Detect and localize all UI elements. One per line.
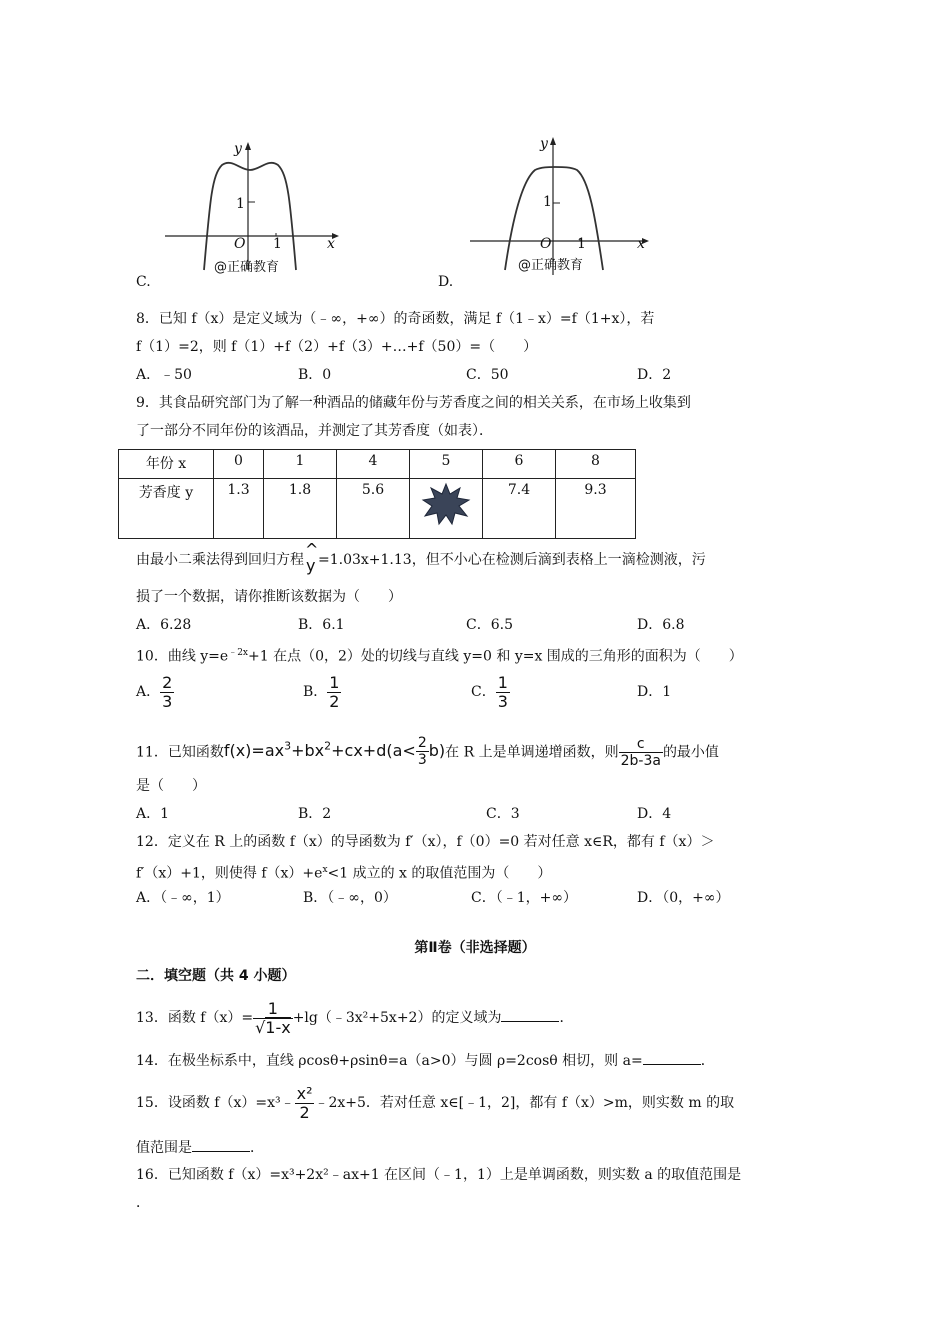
q8-option-b: B．0 bbox=[298, 367, 332, 383]
q12-exponent: x bbox=[322, 865, 328, 875]
q9-line3 bbox=[136, 540, 706, 575]
q11-pre: 11．已知函数 bbox=[136, 744, 224, 761]
table-cell: 1.3 bbox=[214, 479, 264, 539]
table-cell: 1 bbox=[264, 450, 337, 479]
q11-option-c: C．3 bbox=[486, 806, 520, 822]
numerator: 1 bbox=[329, 672, 340, 692]
q12-option-a: A．（﹣∞，1） bbox=[136, 890, 230, 906]
q15-line2-text: 值范围是 bbox=[136, 1140, 192, 1156]
table-cell: 7.4 bbox=[483, 479, 556, 539]
table-row bbox=[119, 479, 636, 539]
table-cell: 9.3 bbox=[556, 479, 636, 539]
q11-option-a: A．1 bbox=[136, 806, 170, 822]
denominator: 3 bbox=[497, 691, 508, 711]
q11-line1 bbox=[136, 727, 719, 772]
table-row bbox=[119, 450, 636, 479]
q10-option-c-fraction bbox=[496, 674, 510, 711]
q12-line1: 12．定义在 R 上的函数 f（x）的导函数为 f′（x），f（0）=0 若对任意 x∈R，都有 f（x）＞ bbox=[136, 834, 715, 850]
q12-line2 bbox=[136, 860, 551, 884]
q15-line2 bbox=[136, 1137, 264, 1158]
q11-f4: b) bbox=[428, 741, 446, 761]
graph-c-tick-x: 1 bbox=[273, 236, 282, 252]
table-cell: 8 bbox=[556, 450, 636, 479]
q11-post: 的最小值 bbox=[662, 744, 719, 761]
q15-line1 bbox=[136, 1083, 734, 1123]
q15-pre: 15．设函数 f（x）=x³﹣ bbox=[136, 1095, 295, 1111]
table-cell: 5 bbox=[410, 450, 483, 479]
q11-fraction-1 bbox=[416, 735, 429, 768]
q12-option-d: D．（0，+∞） bbox=[637, 890, 730, 906]
smudged-cell bbox=[410, 479, 483, 539]
ink-blot-icon bbox=[421, 482, 471, 526]
q12-line2-post: <1 成立的 x 的取值范围为（ ） bbox=[327, 865, 552, 882]
q11-mid: 在 R 上是单调递增函数，则 bbox=[445, 744, 619, 761]
numerator: 1 bbox=[497, 672, 508, 692]
q10-option-c bbox=[471, 672, 510, 712]
denominator: 3 bbox=[417, 752, 427, 769]
q10-line1 bbox=[136, 643, 743, 667]
q9-option-b: B．6.1 bbox=[298, 617, 345, 633]
hat-symbol: ^ bbox=[305, 540, 319, 559]
table-cell: 芳香度 y bbox=[119, 479, 214, 539]
q10-option-d: D．1 bbox=[637, 684, 672, 700]
q11-f1: f(x)=ax bbox=[223, 741, 285, 761]
numerator: c bbox=[619, 736, 663, 753]
numerator: 2 bbox=[162, 672, 173, 692]
q9-line2: 了一部分不同年份的该酒品，并测定了其芳香度（如表）． bbox=[136, 423, 493, 439]
denominator: 2 bbox=[329, 691, 340, 711]
q12-line2-pre: f′（x）+1，则使得 f（x）+e bbox=[136, 865, 323, 882]
q12-option-c: C．（﹣1，+∞） bbox=[471, 890, 578, 906]
graph-d-x-label: x bbox=[637, 236, 645, 252]
answer-blank[interactable] bbox=[643, 1050, 701, 1065]
q11-function bbox=[223, 735, 446, 769]
graph-d-y-label: y bbox=[540, 136, 548, 152]
q11-line2: 是（ ） bbox=[136, 778, 206, 794]
graph-c-option: C. bbox=[136, 274, 151, 290]
numerator: 1 bbox=[253, 1000, 293, 1019]
q11-e2: 2 bbox=[324, 740, 332, 753]
graph-c-y-label: y bbox=[234, 141, 242, 157]
q13-line bbox=[136, 998, 573, 1038]
denominator: 2 bbox=[299, 1102, 310, 1122]
graph-d-tick-x: 1 bbox=[577, 236, 586, 252]
q11-option-d: D．4 bbox=[637, 806, 672, 822]
graph-d-option: D. bbox=[438, 274, 454, 290]
q10-option-c-label: C． bbox=[471, 684, 496, 700]
radicand: 1-x bbox=[265, 1017, 291, 1037]
q9-line1: 9．其食品研究部门为了解一种酒品的储藏年份与芳香度之间的相关关系，在市场上收集到 bbox=[136, 395, 691, 411]
q9-line4: 损了一个数据，请你推断该数据为（ ） bbox=[136, 589, 402, 605]
denominator: √1-x bbox=[255, 1017, 291, 1037]
q14-text: 14．在极坐标系中，直线 ρcosθ+ρsinθ=a（a>0）与圆 ρ=2cosθ 相切，则 a= bbox=[136, 1053, 643, 1069]
q10-option-b-fraction bbox=[327, 674, 341, 711]
graph-c-origin: O bbox=[234, 236, 246, 252]
graph-d-origin: O bbox=[540, 236, 552, 252]
q8-option-c: C．50 bbox=[466, 367, 509, 383]
q14-end: ． bbox=[700, 1053, 715, 1069]
table-cell: 5.6 bbox=[337, 479, 410, 539]
q16-line2: ． bbox=[136, 1195, 150, 1211]
graph-d-tick-y: 1 bbox=[543, 194, 552, 210]
q8-line2: f（1）=2，则 f（1）+f（2）+f（3）+…+f（50）=（ ） bbox=[136, 339, 538, 355]
q13-end: ． bbox=[559, 1010, 574, 1026]
q8-option-d: D．2 bbox=[637, 367, 672, 383]
q11-option-b: B．2 bbox=[298, 806, 332, 822]
graph-c-watermark: @正确教育 bbox=[214, 260, 280, 275]
q12-option-b: B．（﹣∞，0） bbox=[303, 890, 397, 906]
q10-pre: 10．曲线 y=e bbox=[136, 648, 229, 665]
graph-d-watermark: @正确教育 bbox=[518, 258, 584, 273]
answer-blank[interactable] bbox=[501, 1007, 559, 1022]
q15-fraction bbox=[295, 1085, 315, 1122]
q13-post: +lg（﹣3x²+5x+2）的定义域为 bbox=[292, 1010, 502, 1026]
numerator: 2 bbox=[417, 735, 427, 752]
q11-f3: +cx+d(a< bbox=[331, 741, 416, 761]
table-cell: 0 bbox=[214, 450, 264, 479]
numerator: x² bbox=[296, 1083, 313, 1103]
q10-post: +1 在点（0，2）处的切线与直线 y=0 和 y=x 围成的三角形的面积为（ ） bbox=[248, 648, 743, 665]
q14-line bbox=[136, 1050, 715, 1071]
q16-line1: 16．已知函数 f（x）=x³+2x²﹣ax+1 在区间（﹣1，1）上是单调函数，则实数 a 的取值范围是 bbox=[136, 1167, 742, 1183]
q10-option-a-label: A． bbox=[136, 684, 161, 700]
q9-line3-pre: 由最小二乘法得到回归方程 bbox=[136, 552, 304, 568]
q11-e1: 3 bbox=[284, 740, 292, 753]
q9-option-c: C．6.5 bbox=[466, 617, 513, 633]
graph-c-x-label: x bbox=[327, 236, 335, 252]
denominator: 2b-3a bbox=[620, 752, 661, 769]
q8-option-a: A．﹣50 bbox=[136, 367, 192, 383]
q11-fraction-2 bbox=[619, 736, 663, 769]
answer-blank[interactable] bbox=[192, 1137, 250, 1152]
q15-end: ． bbox=[250, 1140, 264, 1156]
table-cell: 1.8 bbox=[264, 479, 337, 539]
q9-option-a: A．6.28 bbox=[136, 617, 192, 633]
graph-c-tick-y: 1 bbox=[236, 196, 245, 212]
table-cell: 4 bbox=[337, 450, 410, 479]
yhat bbox=[304, 540, 319, 575]
q10-exponent: ﹣2x bbox=[228, 648, 249, 658]
q10-option-b bbox=[303, 672, 341, 712]
q9-option-d: D．6.8 bbox=[637, 617, 685, 633]
section-title: 第Ⅱ卷（非选择题） bbox=[414, 940, 536, 956]
q15-post: ﹣2x+5．若对任意 x∈[﹣1，2]，都有 f（x）>m，则实数 m 的取 bbox=[314, 1095, 735, 1111]
q13-fraction bbox=[253, 1000, 293, 1037]
table-cell: 年份 x bbox=[119, 450, 214, 479]
q11-f2: +bx bbox=[291, 741, 325, 761]
table-cell: 6 bbox=[483, 450, 556, 479]
q13-pre: 13．函数 f（x）= bbox=[136, 1010, 254, 1026]
q8-line1: 8．已知 f（x）是定义域为（﹣∞，+∞）的奇函数，满足 f（1﹣x）=f（1+x），若 bbox=[136, 311, 655, 327]
q10-option-a bbox=[136, 672, 174, 712]
data-table bbox=[118, 449, 636, 539]
q10-option-a-fraction bbox=[160, 674, 174, 711]
denominator: 3 bbox=[162, 691, 173, 711]
part-title: 二．填空题（共 4 小题） bbox=[136, 968, 296, 984]
q10-option-b-label: B． bbox=[303, 684, 328, 700]
y-symbol: y bbox=[306, 556, 316, 575]
q9-line3-post: =1.03x+1.13，但不小心在检测后滴到表格上一滴检测液，污 bbox=[318, 552, 706, 568]
